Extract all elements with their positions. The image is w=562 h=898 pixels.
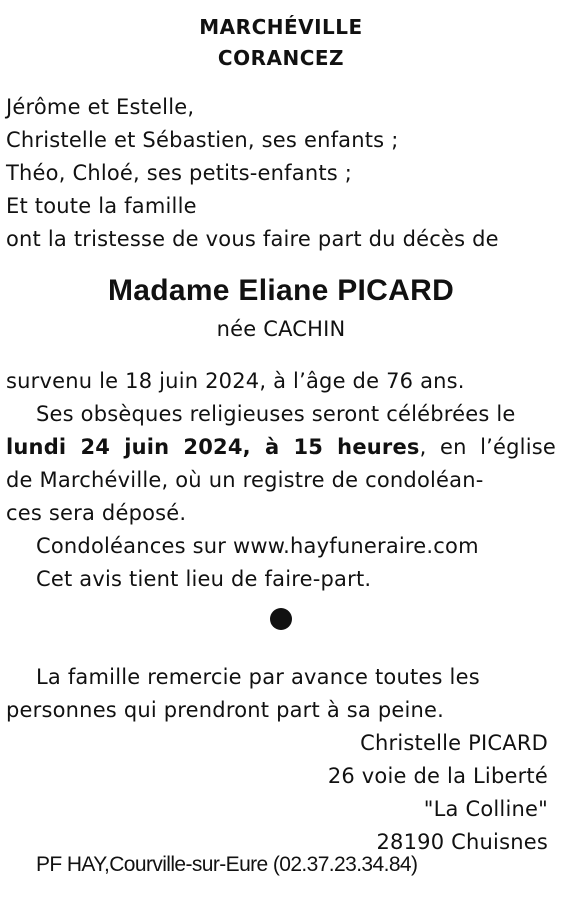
contact-house: "La Colline" <box>423 797 548 821</box>
deceased-name: Madame Eliane PICARD <box>107 274 455 307</box>
funeral-date: lundi 24 juin 2024, à 15 heures <box>6 435 420 459</box>
body-line-1: survenu le 18 juin 2024, à l’âge de 76 ans. <box>6 369 465 393</box>
body-line-5: ces sera déposé. <box>6 501 187 525</box>
body-line-4: de Marchéville, où un registre de condoléan- <box>6 468 484 492</box>
body-line-2: Ses obsèques religieuses seront célébrées le <box>36 402 516 426</box>
separator-bullet <box>270 608 292 630</box>
thanks-line-1: La famille remercie par avance toutes les <box>36 665 480 689</box>
funeral-home-info: PF HAY,Courville-sur-Eure (02.37.23.34.84) <box>36 853 418 876</box>
place-name-2: CORANCEZ <box>217 46 345 70</box>
family-line-2: Christelle et Sébastien, ses enfants ; <box>6 128 399 152</box>
contact-street: 26 voie de la Liberté <box>327 764 548 788</box>
body-line-3 <box>6 434 556 460</box>
contact-city: 28190 Chuisnes <box>376 830 548 854</box>
notice-line: Cet avis tient lieu de faire-part. <box>36 567 372 591</box>
family-line-4: Et toute la famille <box>6 194 197 218</box>
contact-name: Christelle PICARD <box>360 731 548 755</box>
condolences-line: Condoléances sur www.hayfuneraire.com <box>36 534 479 558</box>
maiden-name: née CACHIN <box>216 317 346 341</box>
body-line-3-rest: , en l’église <box>419 435 556 459</box>
place-name-1: MARCHÉVILLE <box>199 15 363 39</box>
thanks-line-2: personnes qui prendront part à sa peine. <box>6 698 445 722</box>
family-line-3: Théo, Chloé, ses petits-enfants ; <box>6 161 353 185</box>
family-line-5: ont la tristesse de vous faire part du décès de <box>6 227 499 251</box>
family-line-1: Jérôme et Estelle, <box>6 95 195 119</box>
